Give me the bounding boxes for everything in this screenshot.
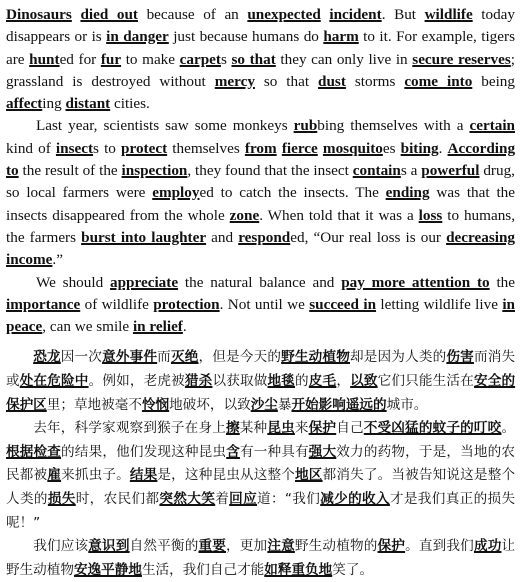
vocab-word: 如释重负地 [264, 561, 333, 578]
vocab-word: 恐龙 [33, 349, 61, 366]
vocab-word: pay more attention to [341, 273, 490, 291]
text-segment: being [472, 72, 515, 90]
vocab-word: carpet [179, 50, 221, 68]
vocab-word: income [6, 251, 53, 269]
vocab-word: 根据检查 [6, 443, 62, 460]
vocab-word: secure reserves [412, 50, 511, 68]
vocab-word: 保护 [377, 538, 406, 555]
vocab-word: distant [65, 95, 111, 113]
text-segment: We should [36, 273, 111, 291]
text-segment: 的 [295, 373, 309, 390]
vocab-word: 野生动植物 [281, 349, 350, 366]
vocab-word: died out [80, 6, 138, 23]
text-segment: to it. For example, tigers are [6, 28, 515, 68]
text-segment: ing [42, 95, 66, 113]
text-segment: bing themselves with a [317, 117, 470, 135]
text-segment: 我们应该 [33, 538, 89, 555]
vocab-word: 意外事件 [102, 349, 158, 366]
text-segment: . When told that it was a [259, 206, 419, 224]
text-segment: and [206, 228, 239, 246]
vocab-word: 成功 [473, 538, 502, 555]
text-segment: 效力的药物，于是，当地的农民都被 [6, 443, 516, 484]
text-segment: ，更加 [226, 538, 268, 555]
vocab-word: wildlife [424, 6, 473, 23]
text-segment: 因一次 [60, 349, 103, 366]
text-segment: to humans, the farmers [6, 206, 515, 246]
text-segment: 是，这种昆虫从这整个 [157, 467, 296, 484]
vocab-word: 突然大笑 [159, 491, 216, 508]
vocab-word: appreciate [110, 273, 179, 291]
vocab-word: protect [121, 139, 168, 157]
text-segment: 却是因为人类的 [349, 349, 447, 366]
text-segment: 来抓虫子。 [61, 467, 130, 484]
vocab-word: harm [323, 28, 359, 46]
vocab-word: Dinosaurs [6, 6, 72, 23]
text-segment: 着 [215, 491, 230, 508]
text-segment: 它们只能生活在 [377, 373, 474, 390]
text-segment: storms [345, 72, 405, 90]
vocab-word: 结果 [129, 467, 158, 484]
text-segment: 生活，我们自己才能 [141, 561, 265, 578]
text-segment: ed to catch the insects. The [199, 184, 386, 202]
vocab-word: fierce [281, 139, 318, 157]
text-segment: 去年，科学家观察到猴子在身上 [33, 420, 226, 437]
text-segment: ed for [59, 50, 101, 68]
text-segment: 里；草地被毫不 [46, 396, 142, 413]
vocab-word: 猎杀 [184, 373, 213, 390]
text-segment: 。例如，老虎被 [88, 373, 185, 390]
vocab-word: inspection [121, 162, 188, 180]
vocab-word: insect [55, 139, 94, 157]
vocab-word: contain [352, 162, 401, 180]
text-segment: 某种 [239, 420, 268, 437]
text-segment: . But [381, 6, 425, 23]
text-segment: ed, “Our real loss is our [290, 228, 447, 246]
text-segment: 而 [157, 349, 171, 366]
vocab-word: 地毯 [267, 373, 296, 390]
vocab-word: powerful [421, 162, 480, 180]
vocab-word: 重要 [198, 538, 227, 555]
text-segment: 城市。 [386, 396, 428, 413]
text-segment: , they found that the insect [187, 162, 353, 180]
vocab-word: 处在危险中 [19, 373, 89, 390]
vocab-word: employ [152, 184, 200, 202]
text-segment: just because humans do [168, 28, 324, 46]
vocab-word: so that [231, 50, 276, 68]
english-paragraph-1 [6, 4, 515, 115]
vocab-word: 保护 [308, 420, 337, 437]
vocab-word: in danger [106, 28, 169, 46]
text-segment: . [182, 318, 187, 336]
text-segment: 以获取做 [212, 373, 268, 390]
chinese-paragraph-1 [6, 346, 515, 417]
text-segment: because of an [137, 6, 248, 23]
text-segment: 。 [501, 420, 516, 437]
text-segment: letting wildlife live [376, 295, 503, 313]
text-segment: . [438, 139, 448, 157]
vocab-word: 安逸平静地 [73, 561, 142, 578]
text-segment: 地破坏，以致 [169, 396, 251, 413]
vocab-word: come into [404, 72, 473, 90]
chinese-paragraph-3 [6, 535, 515, 582]
vocab-word: 以致 [350, 373, 378, 390]
vocab-word: 雇 [47, 467, 62, 484]
vocab-word: 灭绝 [170, 349, 199, 366]
text-segment: ，但是今天的 [198, 349, 282, 366]
vocab-word: fur [100, 50, 122, 68]
text-segment: 才是我们真正的损失呢！” [6, 491, 516, 531]
text-segment: the [489, 273, 515, 291]
text-segment: Last year, scientists saw some monkeys [36, 117, 294, 135]
vocab-word: 擦 [225, 420, 240, 437]
vocab-word: in peace [6, 295, 515, 336]
text-segment: themselves [167, 139, 245, 157]
text-segment: 都消失了。当被告知说这是整个人类的 [6, 467, 516, 508]
vocab-word: incident [329, 6, 382, 23]
vocab-word: hunt [29, 50, 60, 68]
chinese-passage [6, 346, 515, 582]
vocab-word: According to [6, 139, 516, 180]
vocab-word: unexpected [247, 6, 321, 23]
vocab-word: affect [6, 95, 43, 113]
vocab-word: 含 [226, 443, 240, 460]
vocab-word: 安全的保护区 [6, 373, 516, 413]
vocab-word: from [244, 139, 277, 157]
vocab-word: 皮毛 [308, 373, 337, 390]
english-paragraph-2 [6, 115, 515, 271]
vocab-word: succeed in [309, 295, 377, 313]
vocab-word: 注意 [267, 538, 295, 555]
chinese-paragraph-2 [6, 417, 515, 535]
text-segment: kind of [6, 139, 56, 157]
english-passage [6, 4, 515, 338]
text-segment: 的结果，他们发现这种昆虫 [61, 443, 227, 460]
vocab-word: 回应 [229, 491, 258, 508]
vocab-word: 不受凶猛的蚊子的叮咬 [363, 420, 502, 437]
text-segment: so that [254, 72, 319, 90]
vocab-word: zone [229, 206, 260, 224]
text-segment: es [382, 139, 401, 157]
text-segment: ; grassland is destroyed without [6, 50, 516, 90]
text-segment: 野生动植物的 [294, 538, 378, 555]
vocab-word: mosquito [322, 139, 383, 157]
vocab-word: dust [318, 72, 346, 90]
text-segment: . Not until we [219, 295, 310, 313]
text-segment: s to [93, 139, 122, 157]
vocab-word: loss [418, 206, 443, 224]
vocab-word: 怜悯 [141, 396, 170, 413]
vocab-word: respond [238, 228, 291, 246]
vocab-word: ending [385, 184, 430, 202]
vocab-word: 意识到 [88, 538, 130, 555]
text-segment: s [220, 50, 232, 68]
text-segment: the natural balance and [178, 273, 342, 291]
vocab-word: 昆虫 [267, 420, 295, 437]
vocab-word: biting [400, 139, 439, 157]
text-segment: 笑了。 [332, 561, 374, 578]
vocab-word: 减少的收入 [320, 491, 390, 508]
text-segment: s a [400, 162, 422, 180]
text-segment: 自己 [336, 420, 364, 437]
text-segment: .” [52, 251, 63, 269]
text-segment: 来 [294, 420, 309, 437]
text-segment: the result of the [18, 162, 122, 180]
text-segment: 自然平衡的 [129, 538, 199, 555]
text-segment: drug, so local farmers were [6, 162, 515, 202]
vocab-word: 伤害 [446, 349, 474, 366]
text-segment: 让野生动植物 [6, 538, 516, 578]
text-segment: cities. [110, 95, 150, 113]
english-paragraph-3 [6, 272, 515, 339]
vocab-word: protection [153, 295, 220, 313]
text-segment: they can only live in [275, 50, 413, 68]
vocab-word: 地区 [295, 467, 323, 484]
text-segment: to make [121, 50, 180, 68]
text-segment: 有一种具有 [239, 443, 309, 460]
text-segment: 而消失或 [6, 349, 516, 390]
text-segment: 道：“我们 [257, 491, 321, 508]
text-segment: , can we smile [42, 318, 133, 336]
text-segment: of wildlife [80, 295, 154, 313]
vocab-word: certain [469, 117, 516, 135]
text-segment: ， [336, 373, 351, 390]
vocab-word: 遥远的 [345, 396, 387, 413]
vocab-word: in relief [132, 318, 183, 336]
vocab-word: 强大 [308, 443, 337, 460]
vocab-word: 损失 [47, 491, 76, 508]
vocab-word: mercy [214, 72, 255, 90]
vocab-word: decreasing [446, 228, 515, 246]
text-segment: 时，农民们都 [75, 491, 160, 508]
text-segment: today disappears or is [6, 6, 516, 46]
text-segment: 。直到我们 [405, 538, 474, 555]
vocab-word: 沙尘 [250, 396, 278, 413]
vocab-word: rub [293, 117, 318, 135]
text-segment: 暴 [277, 396, 292, 413]
vocab-word: importance [6, 295, 81, 313]
text-segment: was that the insects disappeared from the whole [6, 184, 515, 224]
vocab-word: 开始影响 [291, 396, 346, 413]
vocab-word: burst into laughter [81, 228, 207, 246]
